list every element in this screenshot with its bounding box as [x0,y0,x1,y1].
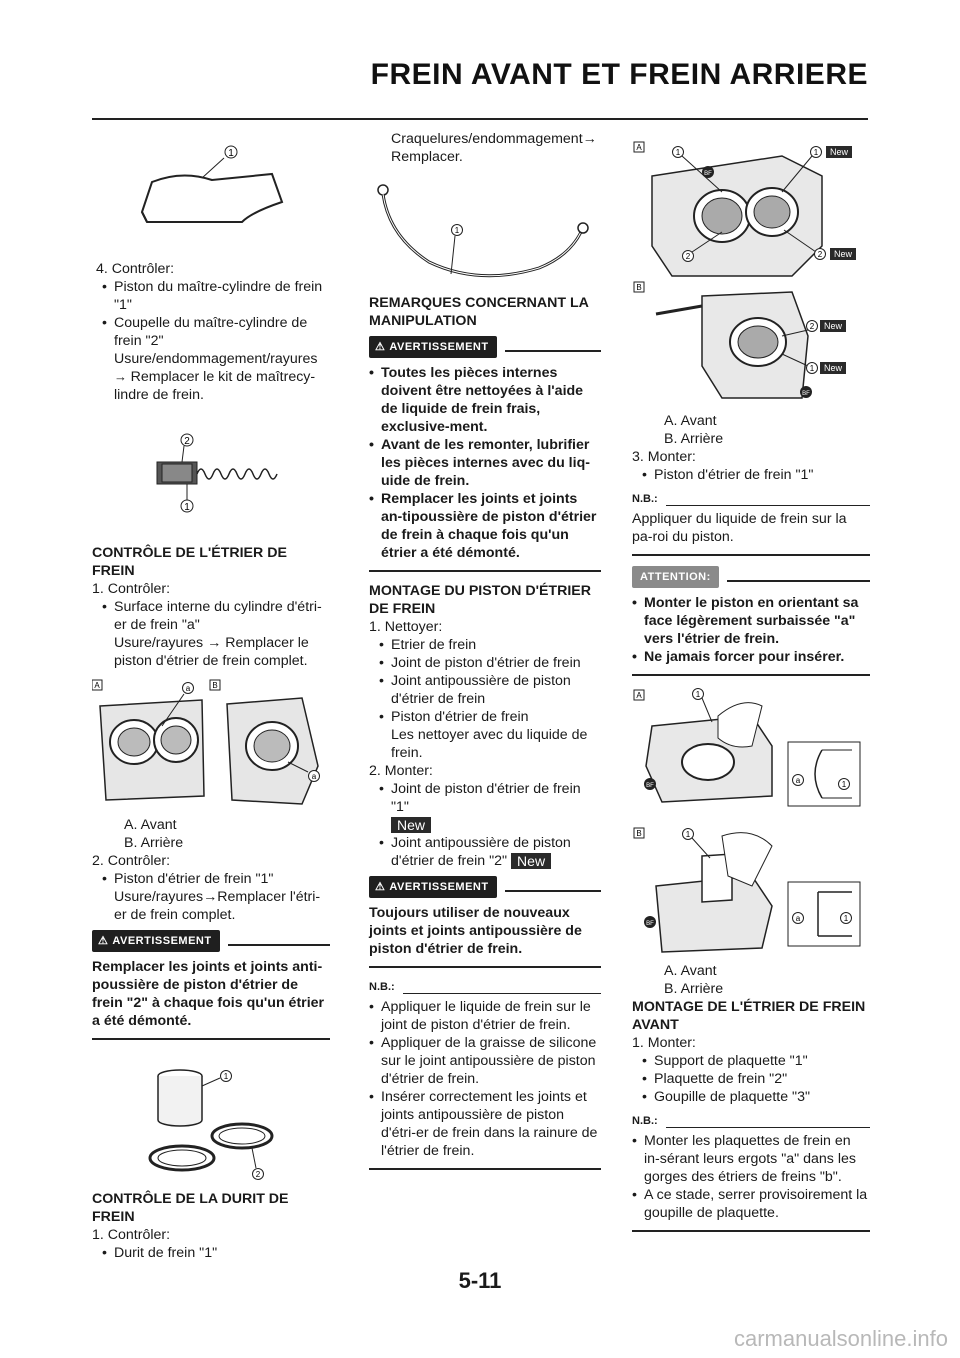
step4-list [92,278,330,350]
svg-text:BF: BF [646,783,654,789]
warning-banner [92,930,330,952]
svg-text:1: 1 [685,830,691,839]
install-step-1: 1. Nettoyer: [369,619,443,635]
warning-end-rule [369,966,601,968]
section-title-install-caliper: MONTAGE DE L'ÉTRIER DE FREIN AVANT [632,999,866,1033]
list-item: • Joint antipoussière de piston d'étrier de frein [379,672,601,708]
nb-label: N.B.: [632,1115,658,1127]
svg-text:1: 1 [223,1072,229,1081]
warning-text-2: Toujours utiliser de nouveaux joints et joints antipoussière de piston d'étrier de frein. [369,905,582,957]
nb-banner [632,1112,870,1130]
nb-end-rule [632,1230,870,1232]
page-number: 5-11 [458,1268,502,1293]
svg-text:1: 1 [454,226,460,235]
new-badge: New [391,817,431,833]
watermark: carmanualsonline.info [733,1326,948,1351]
list-item: • Piston d'étrier de frein "1" [642,466,870,484]
list-item: • Support de plaquette "1" [642,1052,870,1070]
list-item: • Plaquette de frein "2" [642,1070,870,1088]
svg-text:a: a [795,776,801,785]
list-item: • Toutes les pièces internes doivent être nettoyées à l'aide de liquide de frein frais, exclusive-ment. [369,364,601,436]
svg-text:BF: BF [704,171,712,177]
svg-text:New: New [823,363,843,373]
warning-banner [369,876,601,898]
svg-text:1: 1 [695,690,701,699]
list-item: • Appliquer le liquide de frein sur le joint de piston d'étrier de frein. [369,998,601,1034]
svg-text:2: 2 [255,1170,261,1179]
svg-text:1: 1 [843,914,849,923]
svg-text:BF: BF [646,921,654,927]
new-badge: New [511,853,551,869]
svg-text:2: 2 [685,252,691,261]
list-item: • Durit de frein "1" [102,1244,330,1262]
svg-text:1: 1 [841,780,847,789]
svg-text:BF: BF [802,391,810,397]
warning-triangle-icon: ⚠ [375,341,386,353]
warning-triangle-icon: ⚠ [375,881,386,893]
list-item: • Goupille de plaquette "3" [642,1088,870,1106]
svg-text:1: 1 [809,364,815,373]
svg-text:New: New [823,321,843,331]
figure-piston-install [632,686,870,962]
svg-text:New: New [829,147,849,157]
list-item: • Monter les plaquettes de frein en in-sérant leurs ergots "a" dans les gorges des étriers de freins "b". [632,1132,870,1186]
nb-end-rule [369,1168,601,1170]
warning-end-rule [92,1038,330,1040]
svg-text:2: 2 [817,250,823,259]
install-step2-list [369,780,601,870]
section-title-install-piston: MONTAGE DU PISTON D'ÉTRIER DE FREIN [369,583,591,617]
svg-text:a: a [185,684,191,693]
figure-piston-seals [92,1050,330,1190]
caliper-step-1: 1. Contrôler: [92,581,171,597]
svg-text:B: B [636,829,642,838]
caption-A: A. Avant [124,817,177,833]
column-1 [92,122,330,1262]
warning-end-rule [369,570,601,572]
nb-banner [632,490,870,508]
section-title-caliper: CONTRÔLE DE L'ÉTRIER DE FREIN [92,545,287,579]
nb-label: N.B.: [369,981,395,993]
step-4: 4. Contrôler: [96,261,175,277]
page-title: FREIN AVANT ET FREIN ARRIERE [370,58,868,91]
figure-master-cylinder-piston [92,122,330,260]
list-item: • Piston du maître-cylindre de frein "1" [102,278,330,314]
warning-triangle-icon: ⚠ [98,935,109,947]
nb-list [369,998,601,1160]
list-item: • Avant de les remonter, lubrifier les pièces internes avec du liq-uide de frein. [369,436,601,490]
svg-text:New: New [833,249,853,259]
hose-note-a: Craquelures/endommagement→ [391,131,597,147]
section-title-hose: CONTRÔLE DE LA DURIT DE FREIN [92,1191,289,1225]
svg-text:2: 2 [809,322,815,331]
list-item: • Joint antipoussière de piston d'étrier de frein "2" New [379,834,601,870]
hose-step1-list [92,1244,330,1262]
list-item: • Appliquer de la graisse de silicone sur le joint antipoussière de piston d'étrier de frein. [369,1034,601,1088]
list-item: • A ce stade, serrer provisoirement la goupille de plaquette. [632,1186,870,1222]
install-caliper-step-1: 1. Monter: [632,1035,696,1051]
svg-text:A: A [636,691,642,700]
arrow-right-icon: → [207,635,222,651]
step4-note-b: → Remplacer le kit de maîtrecy-lindre de frein. [114,369,316,403]
section-title-handling: REMARQUES CONCERNANT LA MANIPULATION [369,295,589,329]
list-item: • Joint de piston d'étrier de frein [379,654,601,672]
svg-text:1: 1 [184,502,190,513]
attention-end-rule [632,674,870,676]
caliper-step2-note: Usure/rayures→Remplacer l'étri-er de frein complet. [114,889,321,923]
warning-banner [369,336,601,358]
figure-caliper-seals [632,136,870,408]
warning-pill: ⚠ AVERTISSEMENT [369,336,497,358]
list-item: • Joint de piston d'étrier de frein "1" New [379,780,601,834]
marker-1: 1 [228,148,234,159]
caliper-note-a: Usure/rayures → Remplacer le piston d'étrier de frein complet. [114,635,309,669]
step-3: 3. Monter: [632,449,696,465]
install-step-2: 2. Monter: [369,763,433,779]
caption-B: B. Arrière [664,431,724,447]
caliper-step2-list [92,870,330,888]
install-step1-list [369,636,601,726]
nb-label: N.B.: [632,493,658,505]
figure-caliper-cylinders [92,676,330,816]
column-2 [369,130,601,1180]
warning-text: Remplacer les joints et joints anti-poussière de piston d'étrier de frein "2" à chaque fois qu'un étrier a été démonté. [92,959,325,1029]
caption-B: B. Arrière [664,981,724,997]
hose-note-b: Remplacer. [391,149,463,165]
svg-text:a: a [311,772,317,781]
svg-text:A: A [94,681,100,690]
install-caliper-list [632,1052,870,1106]
caption-B: B. Arrière [124,835,184,851]
attention-pill: ATTENTION: [632,566,719,588]
svg-text:A: A [636,143,642,152]
attention-banner [632,566,870,588]
caption-A: A. Avant [664,963,717,979]
column-3 [632,136,870,1242]
list-item: • Etrier de frein [379,636,601,654]
nb2-list [632,1132,870,1222]
caliper-step-2: 2. Contrôler: [92,853,171,869]
figure-piston-spring [92,404,330,544]
figure-brake-hose [369,166,601,294]
arrow-right-icon: → [582,131,597,147]
caliper-step1-list [92,598,330,634]
step3-list [632,466,870,484]
install-step1-note: Les nettoyer avec du liquide de frein. [391,727,588,761]
nb-text: Appliquer du liquide de frein sur la pa-roi du piston. [632,511,847,545]
step4-note-a: Usure/endommagement/rayures [114,351,318,367]
arrow-right-icon: → [203,889,218,905]
svg-text:B: B [212,681,218,690]
caption-A: A. Avant [664,413,717,429]
svg-text:1: 1 [675,148,681,157]
list-item: • Coupelle du maître-cylindre de frein "2" [102,314,330,350]
list-item: • Piston d'étrier de frein "1" [102,870,330,888]
list-item: • Remplacer les joints et joints an-tipoussière de piston d'étrier de frein à chaque fois qu'un étrier a été démonté. [369,490,601,562]
list-item: • Piston d'étrier de frein [379,708,601,726]
list-item: • Monter le piston en orientant sa face légèrement surbaissée "a" vers l'étrier de frein. [632,594,870,648]
nb-end-rule [632,554,870,556]
handling-warning-list [369,364,601,562]
svg-text:1: 1 [813,148,819,157]
hose-step-1: 1. Contrôler: [92,1227,171,1243]
header-rule [92,118,868,120]
nb-banner [369,978,601,996]
list-item: • Insérer correctement les joints et joints antipoussière de piston d'étri-er de frein dans la rainure de l'étrier de frein. [369,1088,601,1160]
list-item: • Surface interne du cylindre d'étri-er de frein "a" [102,598,330,634]
warning-pill: ⚠ AVERTISSEMENT [369,876,497,898]
svg-text:2: 2 [184,436,190,447]
arrow-right-icon: → [114,369,131,384]
svg-text:a: a [795,914,801,923]
list-item: • Ne jamais forcer pour insérer. [632,648,870,666]
attention-list [632,594,870,666]
svg-text:B: B [636,283,642,292]
warning-pill: ⚠ AVERTISSEMENT [92,930,220,952]
